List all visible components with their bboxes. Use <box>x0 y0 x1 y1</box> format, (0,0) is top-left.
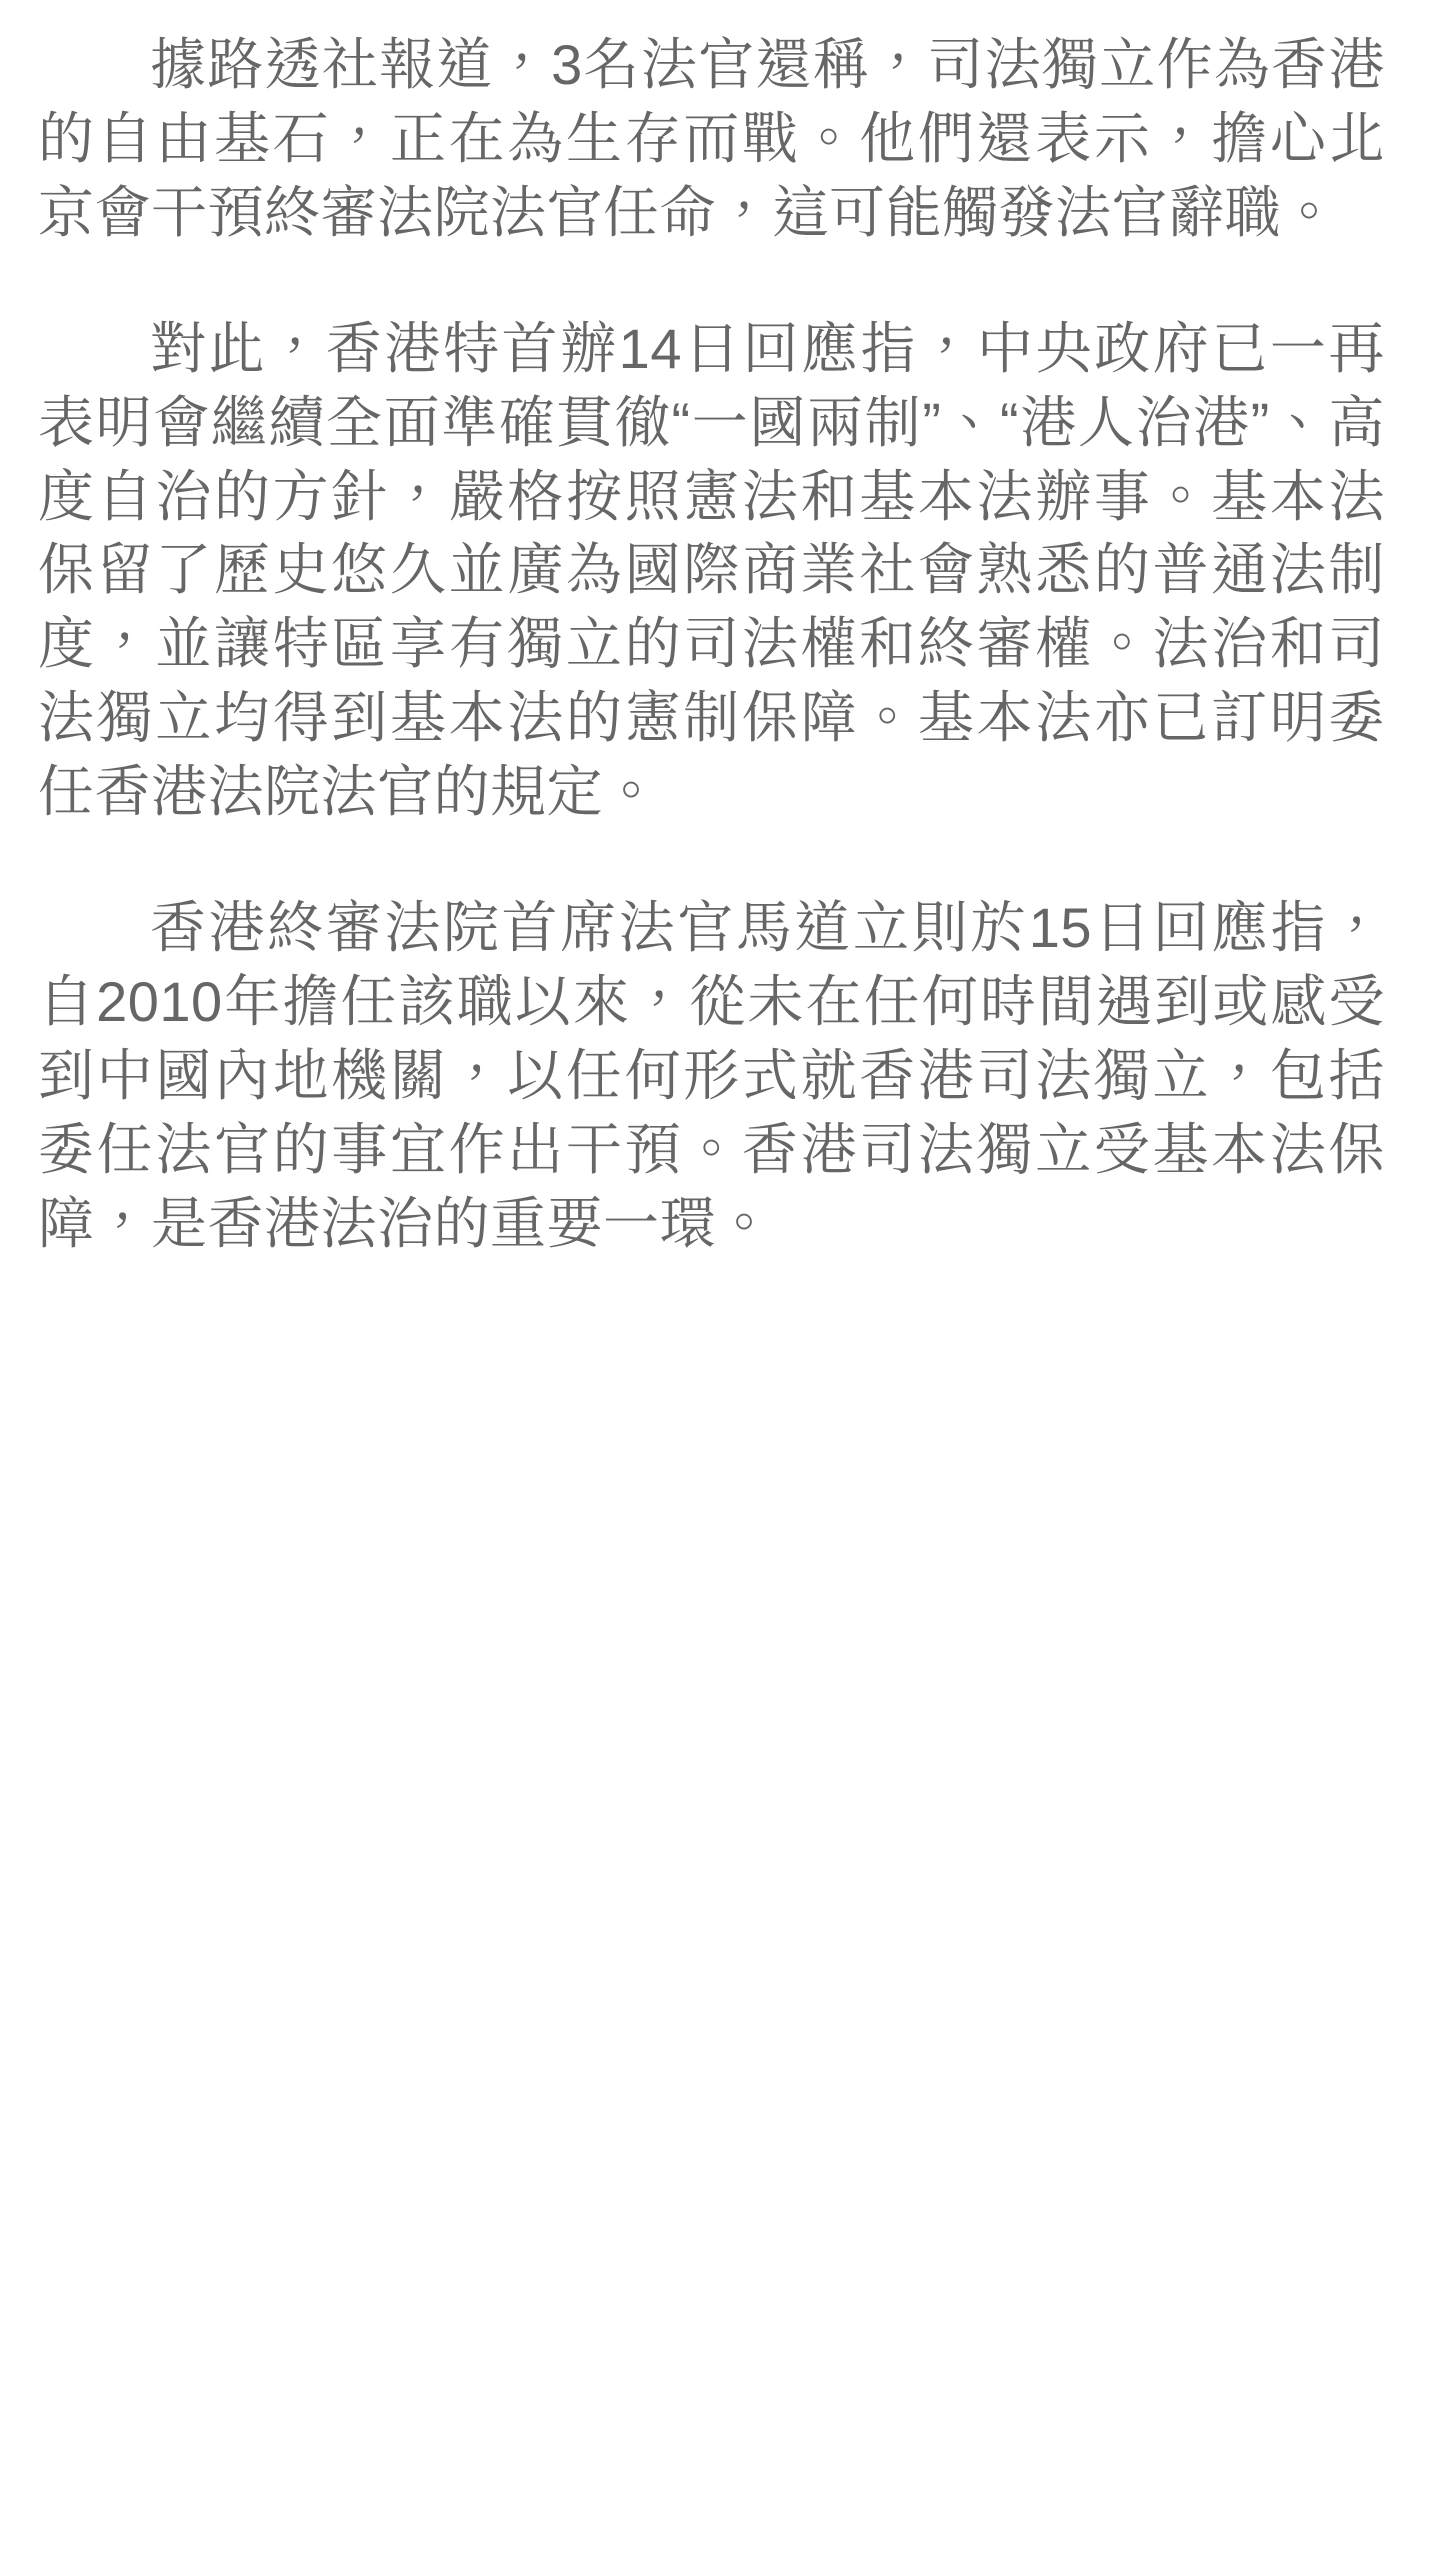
article-paragraph-2: 對此，香港特首辦14日回應指，中央政府已一再表明會繼續全面準確貫徹“一國兩制”、“港人治港”、高度自治的方針，嚴格按照憲法和基本法辦事。基本法保留了歷史悠久並廣為國際商業社會熟悉的普通法制度，並讓特區享有獨立的司法權和終審權。法治和司法獨立均得到基本法的憲制保障。基本法亦已訂明委任香港法院法官的規定。 <box>38 316 1385 824</box>
article-paragraph-1: 據路透社報道，3名法官還稱，司法獨立作為香港的自由基石，正在為生存而戰。他們還表示，擔心北京會干預終審法院法官任命，這可能觸發法官辭職。 <box>38 33 1385 244</box>
article-paragraph-3: 香港終審法院首席法官馬道立則於15日回應指，自2010年擔任該職以來，從未在任何時間遇到或感受到中國內地機關，以任何形式就香港司法獨立，包括委任法官的事宜作出干預。香港司法獨立受基本法保障，是香港法治的重要一環。 <box>38 896 1385 1255</box>
